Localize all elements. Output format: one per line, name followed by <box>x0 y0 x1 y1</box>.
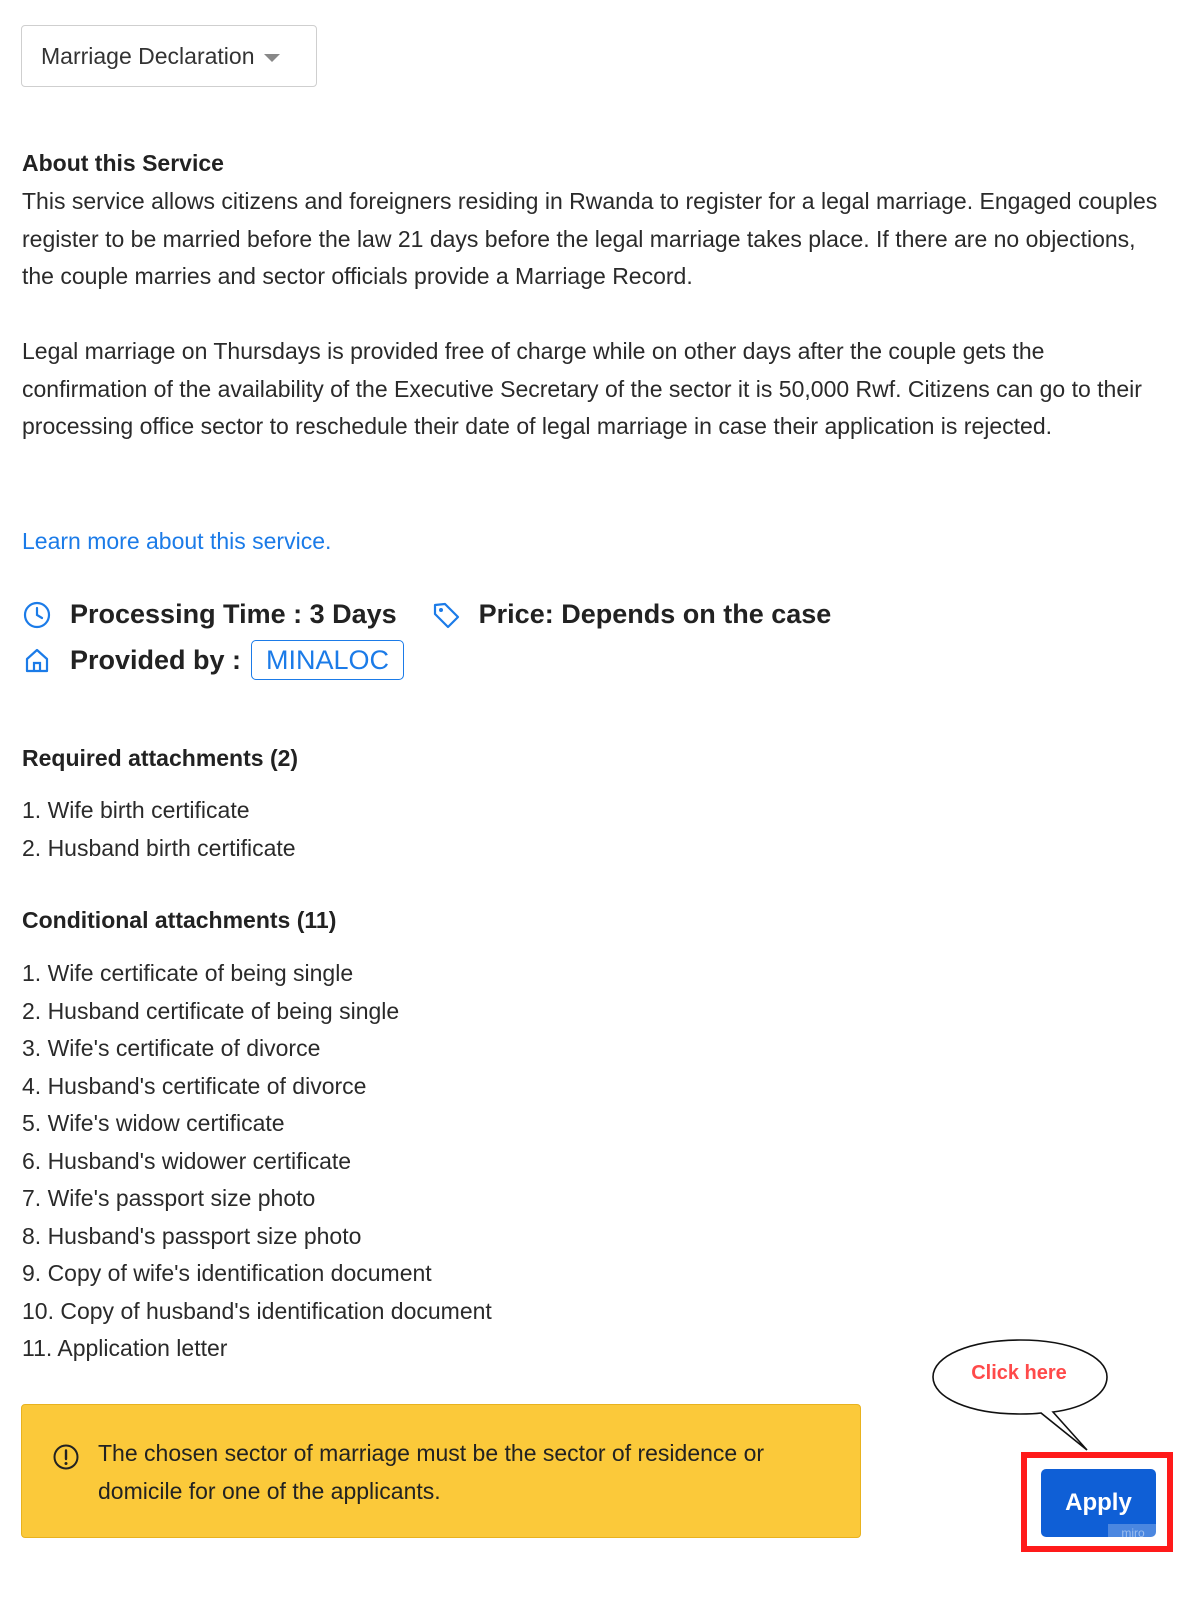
required-attachments-title: Required attachments (2) <box>22 745 299 771</box>
conditional-attachments-title: Conditional attachments (11) <box>22 907 337 933</box>
learn-more-link[interactable]: Learn more about this service. <box>22 528 332 554</box>
list-item: 6. Husband's widower certificate <box>22 1147 352 1174</box>
list-item: 3. Wife's certificate of divorce <box>22 1035 321 1061</box>
list-item: 10. Copy of husband's identification document <box>22 1297 492 1324</box>
service-dropdown-value: Marriage Declaration <box>41 42 255 69</box>
watermark-label: miro <box>1108 1524 1158 1542</box>
list-item: 1. Wife certificate of being single <box>22 960 354 986</box>
about-title: About this Service <box>22 150 224 176</box>
processing-time: Processing Time : 3 Days <box>70 599 397 629</box>
apply-button[interactable]: Apply <box>1041 1469 1156 1537</box>
list-item: 2. Husband certificate of being single <box>22 997 400 1024</box>
list-item: 8. Husband's passport size photo <box>22 1222 362 1249</box>
required-attachments-list <box>22 792 296 867</box>
about-paragraph-2: Legal marriage on Thursdays is provided free of charge while on other days after the couple gets the confirmation of the availability of the Executive Secretary of the sector it is 50,000 Rwf. Citizens can go to their processing office sector to reschedule their date of legal marriage in case their application is rejected. <box>22 338 1142 439</box>
warning-alert <box>21 1404 861 1538</box>
list-item: 1. Wife birth certificate <box>22 797 250 823</box>
list-item: 7. Wife's passport size photo <box>22 1185 316 1211</box>
list-item: 5. Wife's widow certificate <box>22 1110 285 1136</box>
provided-by-label: Provided by : <box>70 644 242 675</box>
clock-icon <box>22 600 52 630</box>
provider-button[interactable]: MINALOC <box>251 640 404 680</box>
callout-bubble <box>925 1336 1115 1454</box>
list-item: 2. Husband birth certificate <box>22 834 296 861</box>
warning-icon <box>52 1443 80 1471</box>
chevron-down-icon <box>264 54 280 62</box>
about-paragraph-1: This service allows citizens and foreigners residing in Rwanda to register for a legal marriage. Engaged couples register to be married before the law 21 days before the legal marriage takes place. If there are no objections, the couple marries and sector officials provide a Marriage Record. <box>22 188 1158 289</box>
conditional-attachments-list <box>22 955 492 1368</box>
list-item: 4. Husband's certificate of divorce <box>22 1072 367 1099</box>
price: Price: Depends on the case <box>478 599 832 629</box>
service-dropdown[interactable] <box>21 25 317 87</box>
tag-icon <box>431 600 461 630</box>
home-icon <box>22 645 52 675</box>
warning-text: The chosen sector of marriage must be the sector of residence or domicile for one of the applicants. <box>98 1440 765 1504</box>
processing-time-row <box>22 599 831 630</box>
list-item: 9. Copy of wife's identification document <box>22 1260 432 1286</box>
provided-by-row <box>22 640 404 680</box>
list-item: 11. Application letter <box>22 1335 228 1361</box>
callout-text: Click here <box>971 1362 1067 1384</box>
